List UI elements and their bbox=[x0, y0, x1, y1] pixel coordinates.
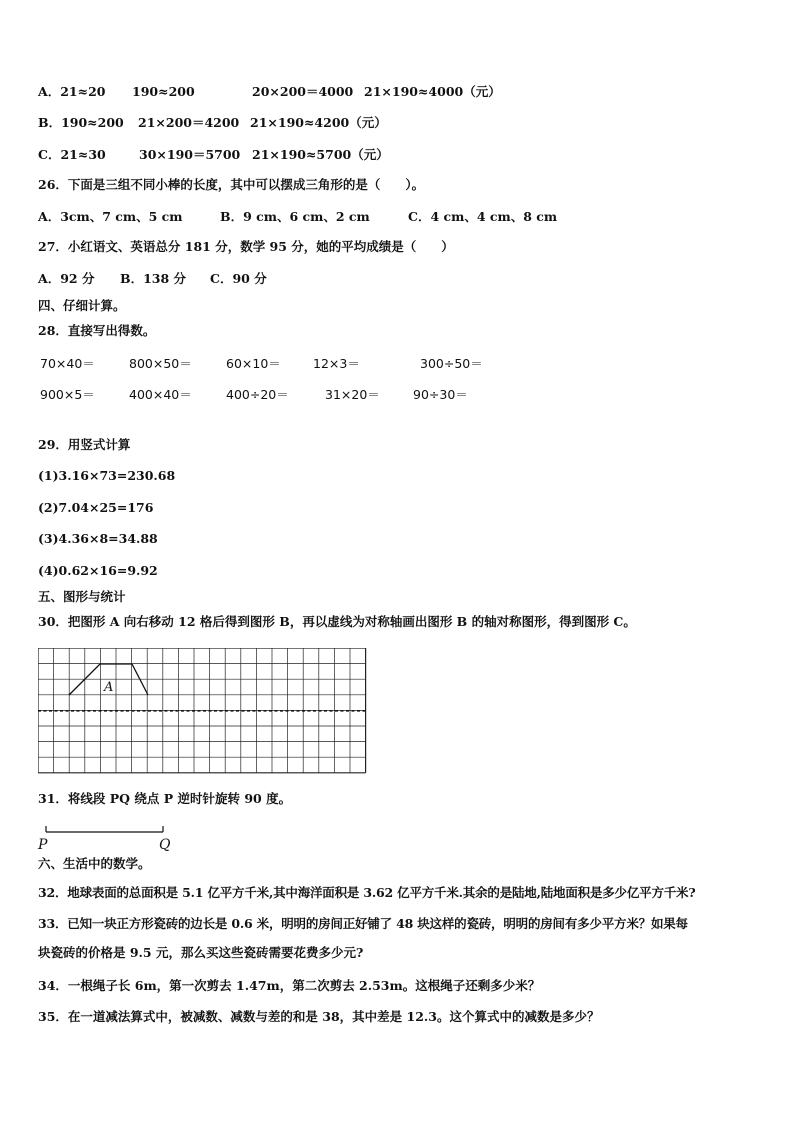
q28-r1-item5: 300÷50＝ bbox=[420, 356, 483, 371]
q28-r1-item1: 70×40＝ bbox=[40, 356, 95, 371]
q31-stem: 31．将线段 PQ 绕点 P 逆时针旋转 90 度。 bbox=[38, 791, 292, 806]
q28-r2-item2: 400×40＝ bbox=[129, 387, 192, 402]
q29-item3: (3)4.36×8=34.88 bbox=[38, 531, 158, 546]
q26-option-c: C．4 cm、4 cm、8 cm bbox=[408, 209, 558, 224]
q28-r1-item3: 60×10＝ bbox=[226, 356, 281, 371]
q25-a-part3: 20×200＝4000 bbox=[252, 84, 354, 99]
section6-heading: 六、生活中的数学。 bbox=[38, 856, 151, 871]
q28-r1-item4: 12×3＝ bbox=[313, 356, 360, 371]
q25-a-part1: A．21≈20 bbox=[38, 84, 106, 99]
q29-item2: (2)7.04×25=176 bbox=[38, 500, 154, 515]
q27-option-a: A．92 分 bbox=[38, 271, 95, 286]
q25-b-part2: 21×200＝4200 bbox=[138, 115, 240, 130]
q25-a-part4: 21×190≈4000（元） bbox=[364, 84, 501, 99]
q26-stem: 26．下面是三组不同小棒的长度，其中可以摆成三角形的是（ ）。 bbox=[38, 177, 425, 192]
point-q-label: Q bbox=[159, 837, 171, 853]
q28-r2-item1: 900×5＝ bbox=[40, 387, 95, 402]
q28-r2-item5: 90÷30＝ bbox=[413, 387, 468, 402]
q27-option-c: C．90 分 bbox=[210, 271, 267, 286]
q27-option-b: B．138 分 bbox=[120, 271, 187, 286]
point-p-label: P bbox=[38, 837, 48, 853]
q28-r1-item2: 800×50＝ bbox=[129, 356, 192, 371]
q32-text: 32．地球表面的总面积是 5.1 亿平方千米,其中海洋面积是 3.62 亿平方千米.其余的是陆地,陆地面积是多少亿平方千米? bbox=[38, 885, 696, 900]
q30-grid-figure bbox=[38, 648, 368, 775]
q26-option-a: A．3cm、7 cm、5 cm bbox=[38, 209, 183, 224]
q25-c-part3: 21×190≈5700（元） bbox=[252, 147, 389, 162]
q25-c-part2: 30×190＝5700 bbox=[139, 147, 241, 162]
q25-b-part1: B．190≈200 bbox=[38, 115, 124, 130]
section5-heading: 五、图形与统计 bbox=[38, 589, 126, 604]
q35-text: 35．在一道减法算式中，被减数、减数与差的和是 38，其中差是 12.3。这个算式中的减数是多少？ bbox=[38, 1009, 600, 1024]
q29-item1: (1)3.16×73=230.68 bbox=[38, 468, 176, 483]
q25-a-part2: 190≈200 bbox=[132, 84, 195, 99]
q29-item4: (4)0.62×16=9.92 bbox=[38, 563, 158, 578]
section4-heading: 四、仔细计算。 bbox=[38, 298, 126, 313]
q27-stem: 27．小红语文、英语总分 181 分，数学 95 分，她的平均成绩是（ ） bbox=[38, 239, 454, 254]
shape-a-label: A bbox=[104, 680, 114, 695]
q25-c-part1: C．21≈30 bbox=[38, 147, 106, 162]
q28-stem: 28．直接写出得数。 bbox=[38, 323, 156, 338]
q33-line1: 33．已知一块正方形瓷砖的边长是 0.6 米，明明的房间正好铺了 48 块这样的瓷砖，明明的房间有多少平方米？如果每 bbox=[38, 916, 688, 931]
q33-line2: 块瓷砖的价格是 9.5 元，那么买这些瓷砖需要花费多少元? bbox=[38, 945, 364, 960]
q31-segment-figure bbox=[36, 822, 186, 856]
q28-r2-item3: 400÷20＝ bbox=[226, 387, 289, 402]
q26-option-b: B．9 cm、6 cm、2 cm bbox=[220, 209, 370, 224]
q25-b-part3: 21×190≈4200（元） bbox=[250, 115, 387, 130]
q34-text: 34．一根绳子长 6m，第一次剪去 1.47m，第二次剪去 2.53m。这根绳子还剩多少米？ bbox=[38, 978, 541, 993]
grid-lines bbox=[38, 648, 366, 773]
q30-stem: 30．把图形 A 向右移动 12 格后得到图形 B，再以虚线为对称轴画出图形 B 的轴对称图形，得到图形 C。 bbox=[38, 614, 636, 629]
q29-stem: 29．用竖式计算 bbox=[38, 437, 131, 452]
q28-r2-item4: 31×20＝ bbox=[325, 387, 380, 402]
